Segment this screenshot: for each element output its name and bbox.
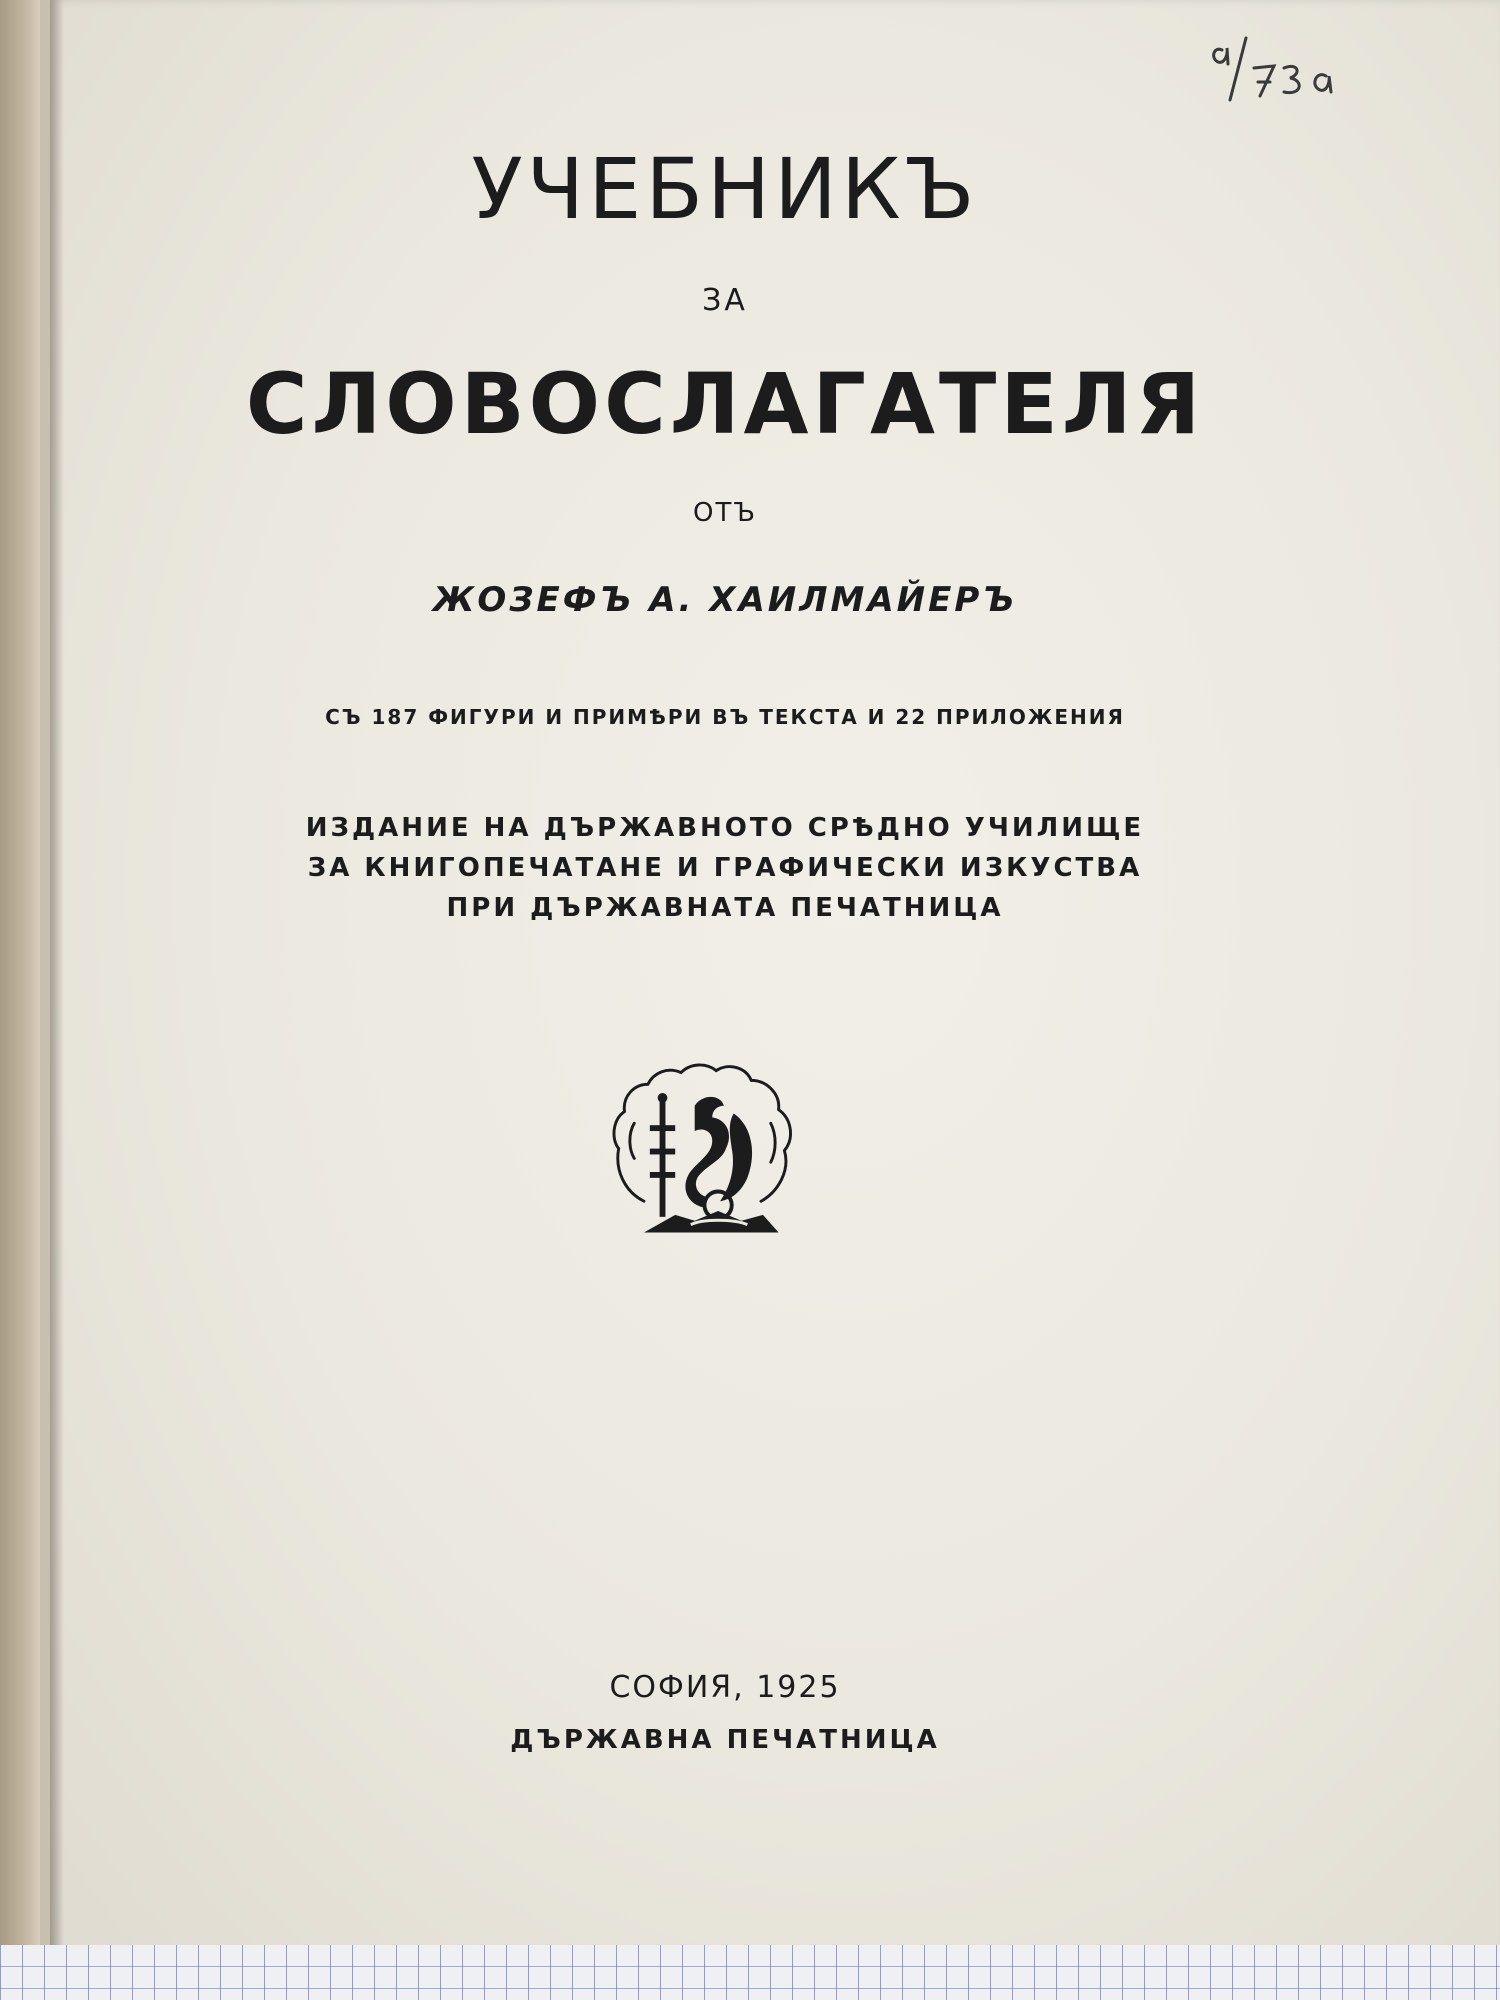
book-title-line-2: СЛОВОСЛАГАТЕЛЯ [245,355,1205,453]
author-by-label: ОТЪ [693,498,757,528]
handwritten-shelf-mark [1208,30,1378,105]
publication-place-year: СОФИЯ, 1925 [609,1670,841,1705]
desk-edge [0,0,40,2000]
edition-line-1: ИЗДАНИЕ НА ДЪРЖАВНОТО СРѢДНО УЧИЛИЩЕ [305,813,1145,843]
printer-device-emblem-icon [605,1055,800,1250]
grid-paper-strip [0,1945,1500,2000]
edition-line-3: ПРИ ДЪРЖАВНАТА ПЕЧАТНИЦА [446,893,1004,923]
author-name: ЖОЗЕФЪ А. ХАИЛМАЙЕРЪ [432,580,1018,620]
book-title-line-1: УЧЕБНИКЪ [471,140,979,238]
figures-note: СЪ 187 ФИГУРИ И ПРИМѢРИ ВЪ ТЕКСТА И 22 ПРИЛОЖЕНИЯ [325,705,1125,729]
printer-name: ДЪРЖАВНА ПЕЧАТНИЦА [510,1725,940,1755]
edition-line-2: ЗА КНИГОПЕЧАТАНЕ И ГРАФИЧЕСКИ ИЗКУСТВА [307,853,1143,883]
book-title-conjunction: ЗА [702,283,748,318]
